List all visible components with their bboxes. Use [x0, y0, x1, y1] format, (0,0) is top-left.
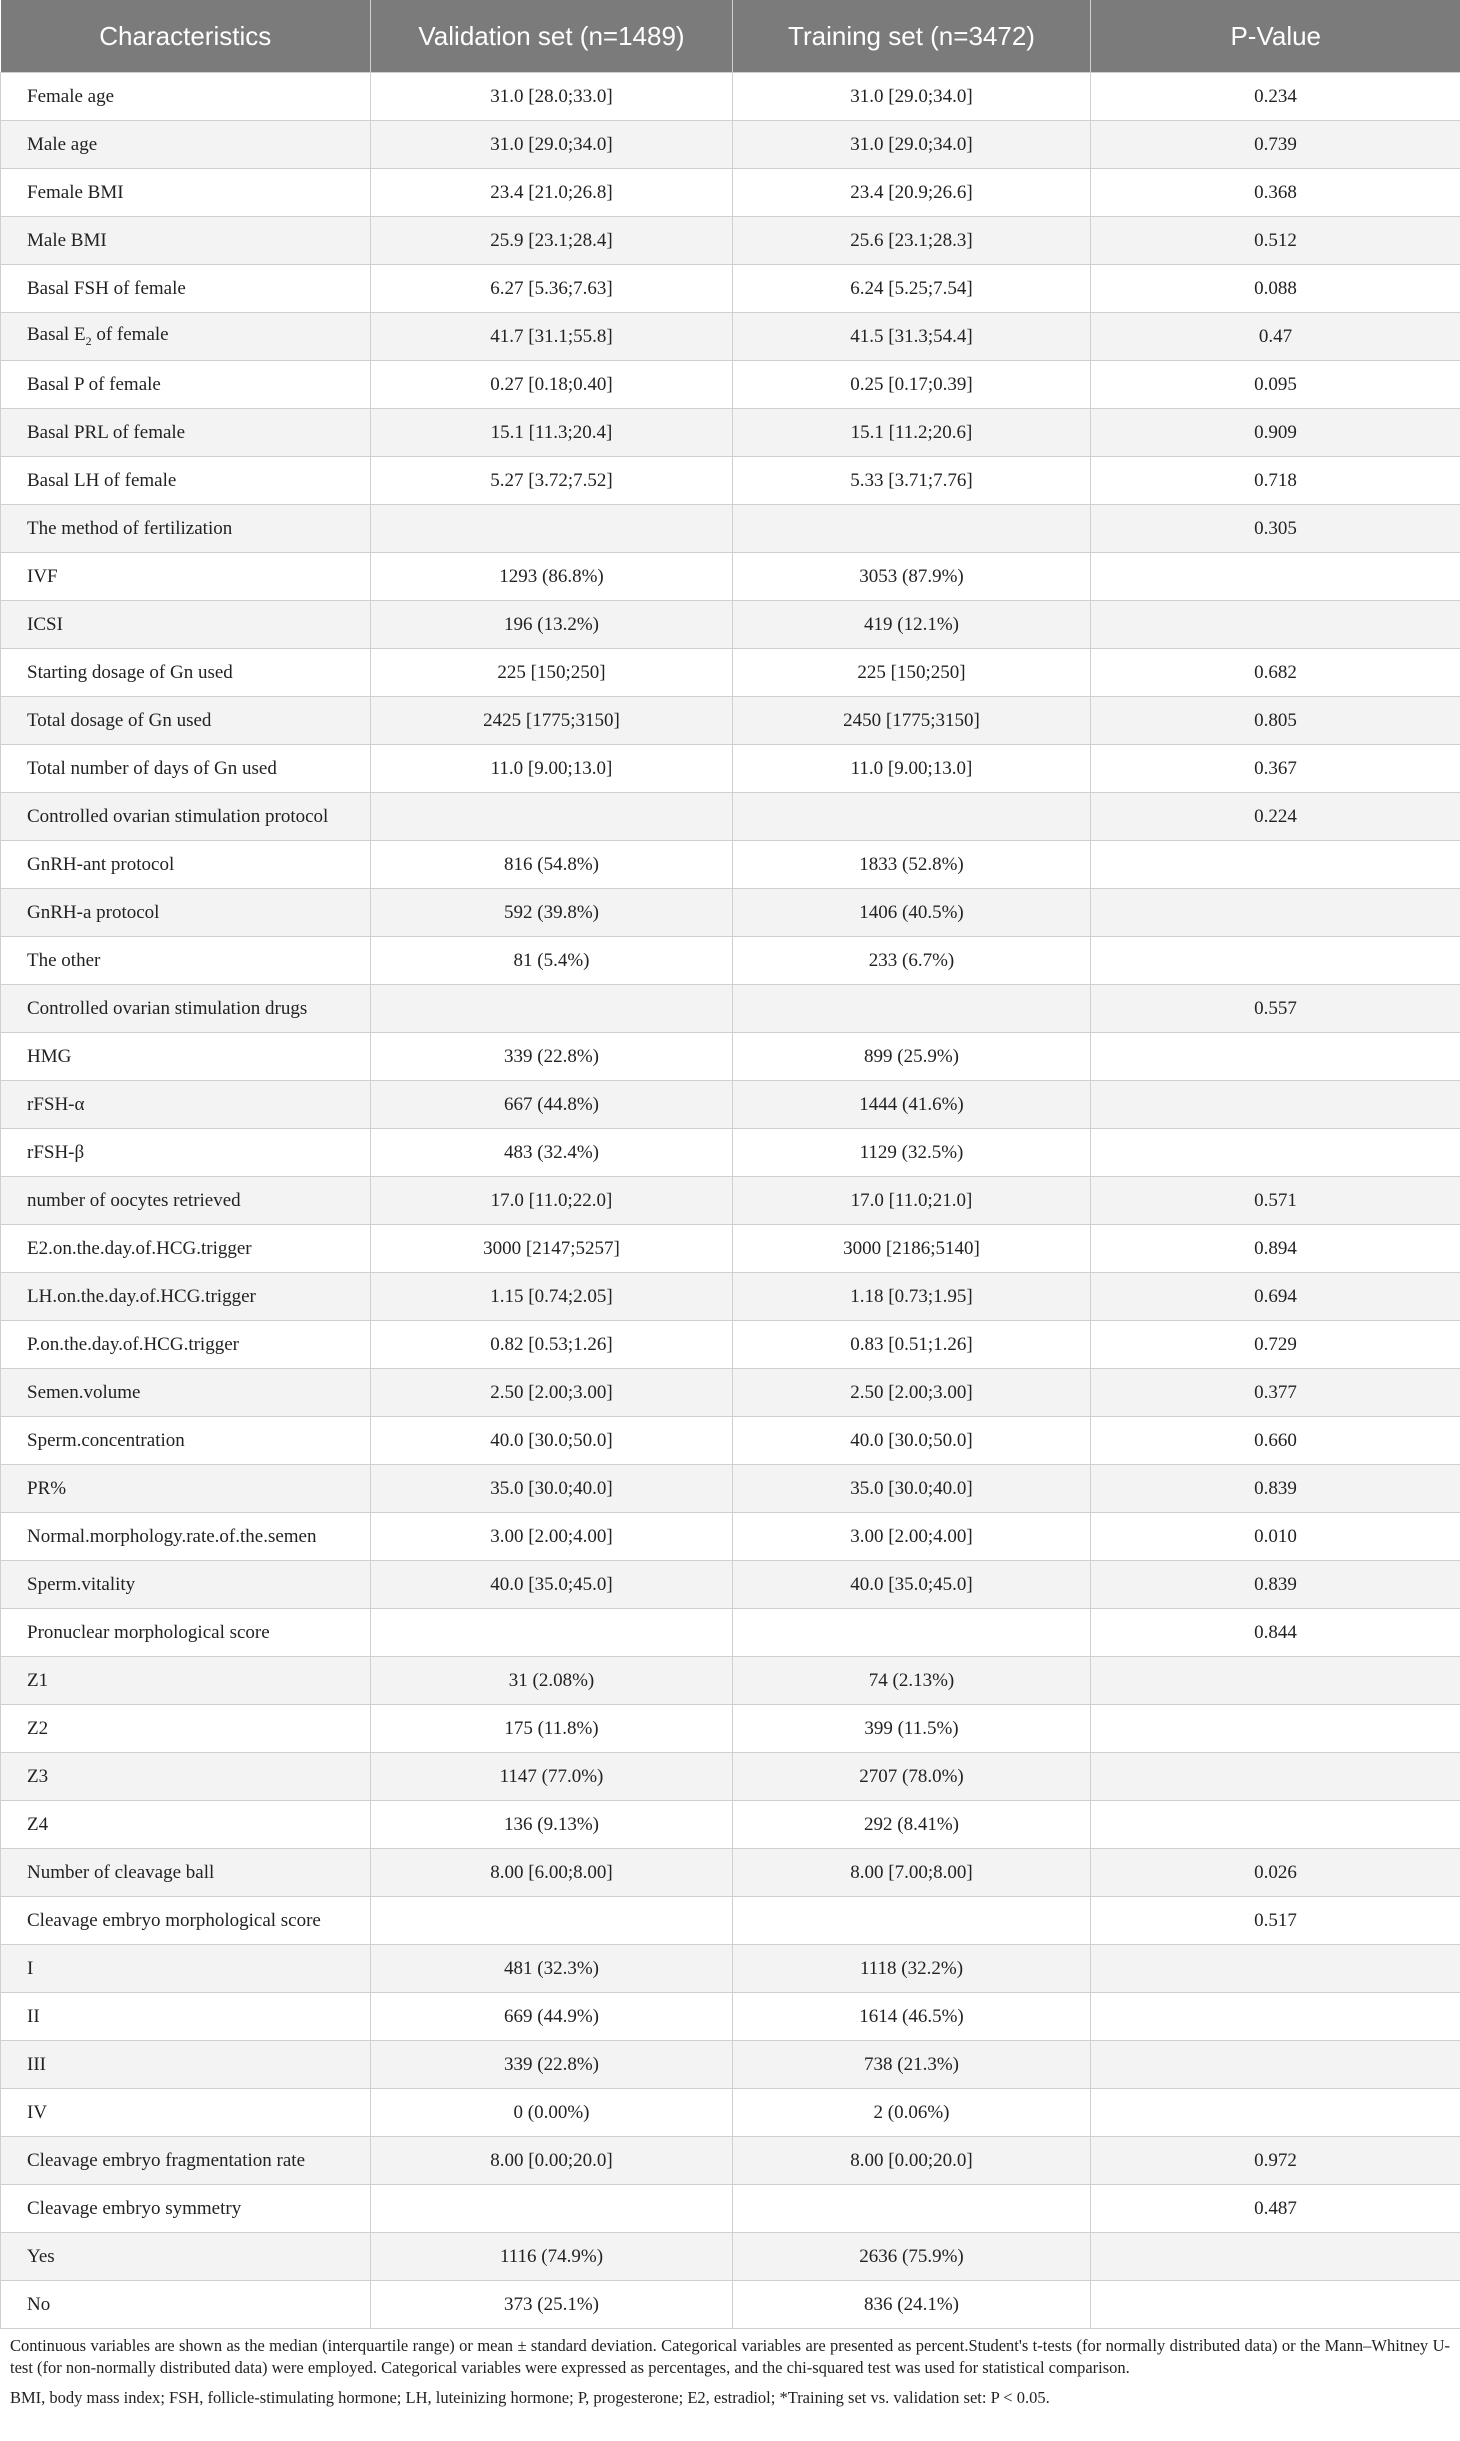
row-validation-value: 373 (25.1%) — [371, 2281, 733, 2329]
row-validation-value: 483 (32.4%) — [371, 1129, 733, 1177]
table-row — [1, 2089, 1460, 2137]
table-row — [1, 1417, 1460, 1465]
row-validation-value: 23.4 [21.0;26.8] — [371, 169, 733, 217]
header-row — [1, 0, 1460, 73]
table-row — [1, 1705, 1460, 1753]
table-row — [1, 841, 1460, 889]
row-characteristic: Semen.volume — [1, 1369, 371, 1417]
row-characteristic: Cleavage embryo symmetry — [1, 2185, 371, 2233]
row-training-value: 25.6 [23.1;28.3] — [733, 217, 1091, 265]
row-characteristic: Starting dosage of Gn used — [1, 649, 371, 697]
row-training-value: 225 [150;250] — [733, 649, 1091, 697]
characteristic-text: Basal E — [27, 324, 86, 346]
row-p-value: 0.512 — [1091, 217, 1460, 265]
table-row — [1, 2233, 1460, 2281]
row-training-value: 1833 (52.8%) — [733, 841, 1091, 889]
table-row — [1, 985, 1460, 1033]
row-p-value: 0.839 — [1091, 1465, 1460, 1513]
table-row — [1, 2137, 1460, 2185]
row-p-value: 0.487 — [1091, 2185, 1460, 2233]
row-validation-value: 0 (0.00%) — [371, 2089, 733, 2137]
row-training-value: 0.83 [0.51;1.26] — [733, 1321, 1091, 1369]
row-validation-value: 1.15 [0.74;2.05] — [371, 1273, 733, 1321]
table-row — [1, 889, 1460, 937]
table-row — [1, 1225, 1460, 1273]
row-p-value: 0.844 — [1091, 1609, 1460, 1657]
table-row — [1, 457, 1460, 505]
row-validation-value: 1293 (86.8%) — [371, 553, 733, 601]
row-validation-value: 31.0 [28.0;33.0] — [371, 73, 733, 121]
row-characteristic: Normal.morphology.rate.of.the.semen — [1, 1513, 371, 1561]
row-validation-value: 31 (2.08%) — [371, 1657, 733, 1705]
row-p-value — [1091, 1753, 1460, 1801]
table-row — [1, 1849, 1460, 1897]
header-characteristics: Characteristics — [1, 0, 371, 73]
row-p-value — [1091, 1945, 1460, 1993]
footnote-abbreviations: BMI, body mass index; FSH, follicle-stimulating hormone; LH, luteinizing hormone; P, progesterone; E2, estradiol; *Training set vs. validation set: P < 0.05. — [10, 2388, 1050, 2407]
row-training-value — [733, 1897, 1091, 1945]
row-training-value: 1406 (40.5%) — [733, 889, 1091, 937]
table-row — [1, 1945, 1460, 1993]
row-validation-value — [371, 1897, 733, 1945]
row-characteristic: E2.on.the.day.of.HCG.trigger — [1, 1225, 371, 1273]
row-p-value: 0.739 — [1091, 121, 1460, 169]
row-training-value: 738 (21.3%) — [733, 2041, 1091, 2089]
header-validation-set: Validation set (n=1489) — [371, 0, 733, 73]
row-characteristic: Basal LH of female — [1, 457, 371, 505]
row-characteristic: Number of cleavage ball — [1, 1849, 371, 1897]
row-validation-value: 8.00 [6.00;8.00] — [371, 1849, 733, 1897]
row-training-value: 2.50 [2.00;3.00] — [733, 1369, 1091, 1417]
table-row — [1, 265, 1460, 313]
row-validation-value — [371, 793, 733, 841]
table-row — [1, 409, 1460, 457]
table-row — [1, 1609, 1460, 1657]
row-validation-value: 35.0 [30.0;40.0] — [371, 1465, 733, 1513]
row-characteristic: GnRH-a protocol — [1, 889, 371, 937]
characteristic-text: of female — [91, 324, 169, 346]
row-validation-value: 11.0 [9.00;13.0] — [371, 745, 733, 793]
row-p-value: 0.894 — [1091, 1225, 1460, 1273]
row-characteristic: Yes — [1, 2233, 371, 2281]
table-row — [1, 2185, 1460, 2233]
row-p-value: 0.805 — [1091, 697, 1460, 745]
row-characteristic: ICSI — [1, 601, 371, 649]
row-validation-value: 0.27 [0.18;0.40] — [371, 361, 733, 409]
row-training-value: 31.0 [29.0;34.0] — [733, 73, 1091, 121]
row-p-value — [1091, 1801, 1460, 1849]
row-training-value: 11.0 [9.00;13.0] — [733, 745, 1091, 793]
row-validation-value: 3000 [2147;5257] — [371, 1225, 733, 1273]
row-training-value: 8.00 [0.00;20.0] — [733, 2137, 1091, 2185]
row-p-value: 0.026 — [1091, 1849, 1460, 1897]
row-p-value: 0.557 — [1091, 985, 1460, 1033]
row-training-value: 1129 (32.5%) — [733, 1129, 1091, 1177]
row-characteristic: PR% — [1, 1465, 371, 1513]
row-training-value: 419 (12.1%) — [733, 601, 1091, 649]
table-row — [1, 1465, 1460, 1513]
row-characteristic: Z4 — [1, 1801, 371, 1849]
row-training-value: 15.1 [11.2;20.6] — [733, 409, 1091, 457]
row-characteristic: III — [1, 2041, 371, 2089]
row-validation-value: 1116 (74.9%) — [371, 2233, 733, 2281]
row-training-value: 23.4 [20.9;26.6] — [733, 169, 1091, 217]
row-training-value: 899 (25.9%) — [733, 1033, 1091, 1081]
row-p-value: 0.367 — [1091, 745, 1460, 793]
row-p-value: 0.095 — [1091, 361, 1460, 409]
row-training-value: 40.0 [35.0;45.0] — [733, 1561, 1091, 1609]
row-characteristic: Cleavage embryo fragmentation rate — [1, 2137, 371, 2185]
row-validation-value: 6.27 [5.36;7.63] — [371, 265, 733, 313]
table-row — [1, 1753, 1460, 1801]
row-training-value — [733, 793, 1091, 841]
table-row — [1, 1033, 1460, 1081]
row-p-value — [1091, 601, 1460, 649]
row-validation-value: 3.00 [2.00;4.00] — [371, 1513, 733, 1561]
row-p-value: 0.305 — [1091, 505, 1460, 553]
table-row — [1, 1657, 1460, 1705]
table-row — [1, 2041, 1460, 2089]
table-row — [1, 1369, 1460, 1417]
table-header — [1, 0, 1460, 73]
footnote-methods: Continuous variables are shown as the median (interquartile range) or mean ± standard deviation. Categorical variables are presented as percent.Student's t-tests (for normally distributed data) or the Mann–Whitney U-test (for non-normally distributed data) were employed. Categorical variables were expressed as percentages, and the chi-squared test was used for statistical comparison. — [10, 2336, 1450, 2377]
row-p-value: 0.377 — [1091, 1369, 1460, 1417]
row-validation-value: 339 (22.8%) — [371, 1033, 733, 1081]
row-characteristic: No — [1, 2281, 371, 2329]
row-characteristic: Total dosage of Gn used — [1, 697, 371, 745]
row-training-value: 1614 (46.5%) — [733, 1993, 1091, 2041]
row-characteristic: Z1 — [1, 1657, 371, 1705]
row-p-value: 0.368 — [1091, 169, 1460, 217]
row-characteristic: HMG — [1, 1033, 371, 1081]
row-characteristic: Basal FSH of female — [1, 265, 371, 313]
table-row — [1, 313, 1460, 361]
table-row — [1, 1513, 1460, 1561]
row-training-value: 292 (8.41%) — [733, 1801, 1091, 1849]
table-row — [1, 361, 1460, 409]
table-row — [1, 1561, 1460, 1609]
row-characteristic: Sperm.vitality — [1, 1561, 371, 1609]
table-row — [1, 601, 1460, 649]
table-row — [1, 73, 1460, 121]
table-row — [1, 1897, 1460, 1945]
row-characteristic: number of oocytes retrieved — [1, 1177, 371, 1225]
row-characteristic: The other — [1, 937, 371, 985]
row-characteristic: Controlled ovarian stimulation protocol — [1, 793, 371, 841]
row-p-value: 0.682 — [1091, 649, 1460, 697]
row-characteristic: Sperm.concentration — [1, 1417, 371, 1465]
row-p-value — [1091, 1993, 1460, 2041]
row-validation-value: 2.50 [2.00;3.00] — [371, 1369, 733, 1417]
row-p-value: 0.729 — [1091, 1321, 1460, 1369]
row-training-value: 17.0 [11.0;21.0] — [733, 1177, 1091, 1225]
table-row — [1, 745, 1460, 793]
row-training-value: 0.25 [0.17;0.39] — [733, 361, 1091, 409]
row-characteristic: GnRH-ant protocol — [1, 841, 371, 889]
row-training-value: 35.0 [30.0;40.0] — [733, 1465, 1091, 1513]
row-training-value: 2636 (75.9%) — [733, 2233, 1091, 2281]
row-characteristic: P.on.the.day.of.HCG.trigger — [1, 1321, 371, 1369]
row-characteristic: rFSH-β — [1, 1129, 371, 1177]
row-validation-value: 25.9 [23.1;28.4] — [371, 217, 733, 265]
row-validation-value: 592 (39.8%) — [371, 889, 733, 937]
table-row — [1, 2281, 1460, 2329]
row-characteristic: IV — [1, 2089, 371, 2137]
table-row — [1, 217, 1460, 265]
row-training-value: 1.18 [0.73;1.95] — [733, 1273, 1091, 1321]
row-p-value — [1091, 1033, 1460, 1081]
row-training-value — [733, 1609, 1091, 1657]
row-training-value: 41.5 [31.3;54.4] — [733, 313, 1091, 361]
row-characteristic: LH.on.the.day.of.HCG.trigger — [1, 1273, 371, 1321]
row-training-value: 2707 (78.0%) — [733, 1753, 1091, 1801]
row-p-value — [1091, 1129, 1460, 1177]
row-validation-value: 667 (44.8%) — [371, 1081, 733, 1129]
row-p-value: 0.972 — [1091, 2137, 1460, 2185]
row-characteristic: Pronuclear morphological score — [1, 1609, 371, 1657]
row-training-value — [733, 505, 1091, 553]
row-training-value: 1444 (41.6%) — [733, 1081, 1091, 1129]
row-validation-value — [371, 505, 733, 553]
table-row — [1, 169, 1460, 217]
row-validation-value: 15.1 [11.3;20.4] — [371, 409, 733, 457]
row-p-value — [1091, 1705, 1460, 1753]
table-row — [1, 121, 1460, 169]
row-characteristic: Basal PRL of female — [1, 409, 371, 457]
row-p-value: 0.010 — [1091, 1513, 1460, 1561]
table-row — [1, 649, 1460, 697]
row-validation-value: 175 (11.8%) — [371, 1705, 733, 1753]
row-p-value — [1091, 841, 1460, 889]
row-validation-value — [371, 1609, 733, 1657]
table-row — [1, 1993, 1460, 2041]
row-p-value: 0.718 — [1091, 457, 1460, 505]
row-p-value: 0.694 — [1091, 1273, 1460, 1321]
row-p-value: 0.234 — [1091, 73, 1460, 121]
table-body — [1, 73, 1460, 2329]
row-characteristic: Male BMI — [1, 217, 371, 265]
table-row — [1, 793, 1460, 841]
row-characteristic: Cleavage embryo morphological score — [1, 1897, 371, 1945]
row-training-value: 1118 (32.2%) — [733, 1945, 1091, 1993]
row-characteristic — [1, 313, 371, 361]
row-p-value — [1091, 889, 1460, 937]
table-row — [1, 1177, 1460, 1225]
header-p-value: P-Value — [1091, 0, 1460, 73]
row-validation-value: 31.0 [29.0;34.0] — [371, 121, 733, 169]
row-p-value: 0.839 — [1091, 1561, 1460, 1609]
row-validation-value: 136 (9.13%) — [371, 1801, 733, 1849]
row-training-value: 836 (24.1%) — [733, 2281, 1091, 2329]
row-training-value: 3.00 [2.00;4.00] — [733, 1513, 1091, 1561]
row-training-value: 74 (2.13%) — [733, 1657, 1091, 1705]
row-training-value: 3053 (87.9%) — [733, 553, 1091, 601]
row-validation-value: 40.0 [30.0;50.0] — [371, 1417, 733, 1465]
row-p-value — [1091, 2041, 1460, 2089]
row-p-value — [1091, 2089, 1460, 2137]
row-characteristic: Female BMI — [1, 169, 371, 217]
row-characteristic: Female age — [1, 73, 371, 121]
row-p-value — [1091, 1657, 1460, 1705]
row-characteristic: Total number of days of Gn used — [1, 745, 371, 793]
row-characteristic: I — [1, 1945, 371, 1993]
table-row — [1, 505, 1460, 553]
row-training-value: 31.0 [29.0;34.0] — [733, 121, 1091, 169]
row-training-value: 40.0 [30.0;50.0] — [733, 1417, 1091, 1465]
row-validation-value: 17.0 [11.0;22.0] — [371, 1177, 733, 1225]
row-validation-value: 40.0 [35.0;45.0] — [371, 1561, 733, 1609]
row-p-value — [1091, 553, 1460, 601]
row-validation-value: 816 (54.8%) — [371, 841, 733, 889]
row-p-value — [1091, 2233, 1460, 2281]
table-row — [1, 1321, 1460, 1369]
table-row — [1, 553, 1460, 601]
row-validation-value: 41.7 [31.1;55.8] — [371, 313, 733, 361]
header-training-set: Training set (n=3472) — [733, 0, 1091, 73]
row-p-value: 0.517 — [1091, 1897, 1460, 1945]
row-training-value: 5.33 [3.71;7.76] — [733, 457, 1091, 505]
row-training-value: 2450 [1775;3150] — [733, 697, 1091, 745]
table-row — [1, 1273, 1460, 1321]
row-characteristic: Male age — [1, 121, 371, 169]
row-p-value — [1091, 2281, 1460, 2329]
row-training-value: 3000 [2186;5140] — [733, 1225, 1091, 1273]
row-training-value: 6.24 [5.25;7.54] — [733, 265, 1091, 313]
row-p-value: 0.088 — [1091, 265, 1460, 313]
row-characteristic: The method of fertilization — [1, 505, 371, 553]
row-p-value: 0.571 — [1091, 1177, 1460, 1225]
row-validation-value: 669 (44.9%) — [371, 1993, 733, 2041]
row-characteristic: Controlled ovarian stimulation drugs — [1, 985, 371, 1033]
row-validation-value: 339 (22.8%) — [371, 2041, 733, 2089]
table-row — [1, 937, 1460, 985]
row-p-value: 0.47 — [1091, 313, 1460, 361]
table-row — [1, 1081, 1460, 1129]
row-training-value — [733, 2185, 1091, 2233]
row-validation-value — [371, 2185, 733, 2233]
subscript: 2 — [85, 333, 92, 348]
table-row — [1, 697, 1460, 745]
row-p-value — [1091, 1081, 1460, 1129]
row-characteristic: Z3 — [1, 1753, 371, 1801]
row-training-value: 233 (6.7%) — [733, 937, 1091, 985]
row-validation-value: 225 [150;250] — [371, 649, 733, 697]
row-validation-value: 0.82 [0.53;1.26] — [371, 1321, 733, 1369]
row-validation-value: 5.27 [3.72;7.52] — [371, 457, 733, 505]
row-validation-value: 81 (5.4%) — [371, 937, 733, 985]
row-training-value: 2 (0.06%) — [733, 2089, 1091, 2137]
row-p-value: 0.224 — [1091, 793, 1460, 841]
row-training-value — [733, 985, 1091, 1033]
row-p-value — [1091, 937, 1460, 985]
row-validation-value: 8.00 [0.00;20.0] — [371, 2137, 733, 2185]
table-row — [1, 1129, 1460, 1177]
row-validation-value: 1147 (77.0%) — [371, 1753, 733, 1801]
row-p-value: 0.660 — [1091, 1417, 1460, 1465]
row-validation-value: 481 (32.3%) — [371, 1945, 733, 1993]
table-row — [1, 1801, 1460, 1849]
row-training-value: 8.00 [7.00;8.00] — [733, 1849, 1091, 1897]
row-characteristic: IVF — [1, 553, 371, 601]
row-validation-value — [371, 985, 733, 1033]
row-characteristic: Basal P of female — [1, 361, 371, 409]
row-characteristic: rFSH-α — [1, 1081, 371, 1129]
row-characteristic: II — [1, 1993, 371, 2041]
row-validation-value: 196 (13.2%) — [371, 601, 733, 649]
row-p-value: 0.909 — [1091, 409, 1460, 457]
row-validation-value: 2425 [1775;3150] — [371, 697, 733, 745]
row-training-value: 399 (11.5%) — [733, 1705, 1091, 1753]
row-characteristic: Z2 — [1, 1705, 371, 1753]
